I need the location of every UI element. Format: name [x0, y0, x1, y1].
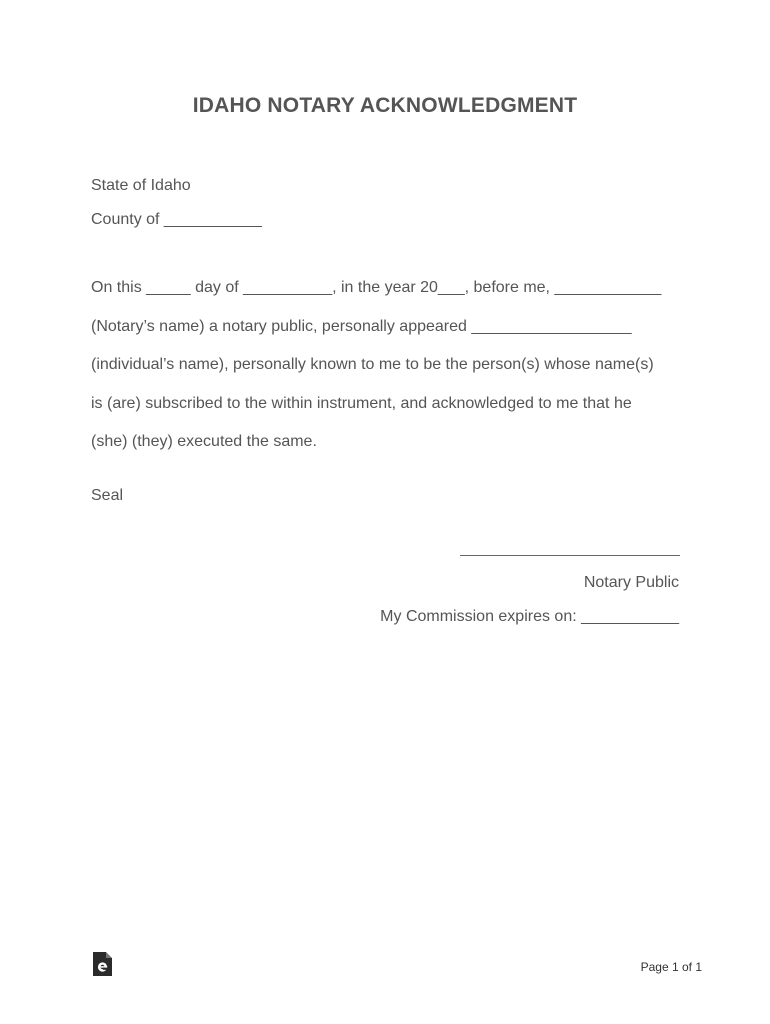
- body-line-4: is (are) subscribed to the within instrument, and acknowledged to me that he: [91, 395, 632, 412]
- commission-expires-line: My Commission expires on: ___________: [380, 608, 679, 625]
- document-title: IDAHO NOTARY ACKNOWLEDGMENT: [192, 94, 578, 117]
- state-line: State of Idaho: [91, 177, 191, 194]
- seal-label: Seal: [91, 487, 124, 504]
- eforms-logo-icon: [93, 952, 112, 976]
- page-indicator: Page 1 of 1: [640, 960, 702, 974]
- body-line-2: (Notary’s name) a notary public, personally appeared __________________: [91, 318, 632, 335]
- body-line-5: (she) (they) executed the same.: [91, 433, 317, 450]
- notary-public-label: Notary Public: [583, 574, 679, 591]
- body-line-1: On this _____ day of __________, in the year 20___, before me, ____________: [91, 279, 662, 296]
- body-line-3: (individual’s name), personally known to me to be the person(s) whose name(s): [91, 356, 654, 373]
- county-line: County of ___________: [91, 211, 262, 228]
- signature-line: [460, 555, 680, 556]
